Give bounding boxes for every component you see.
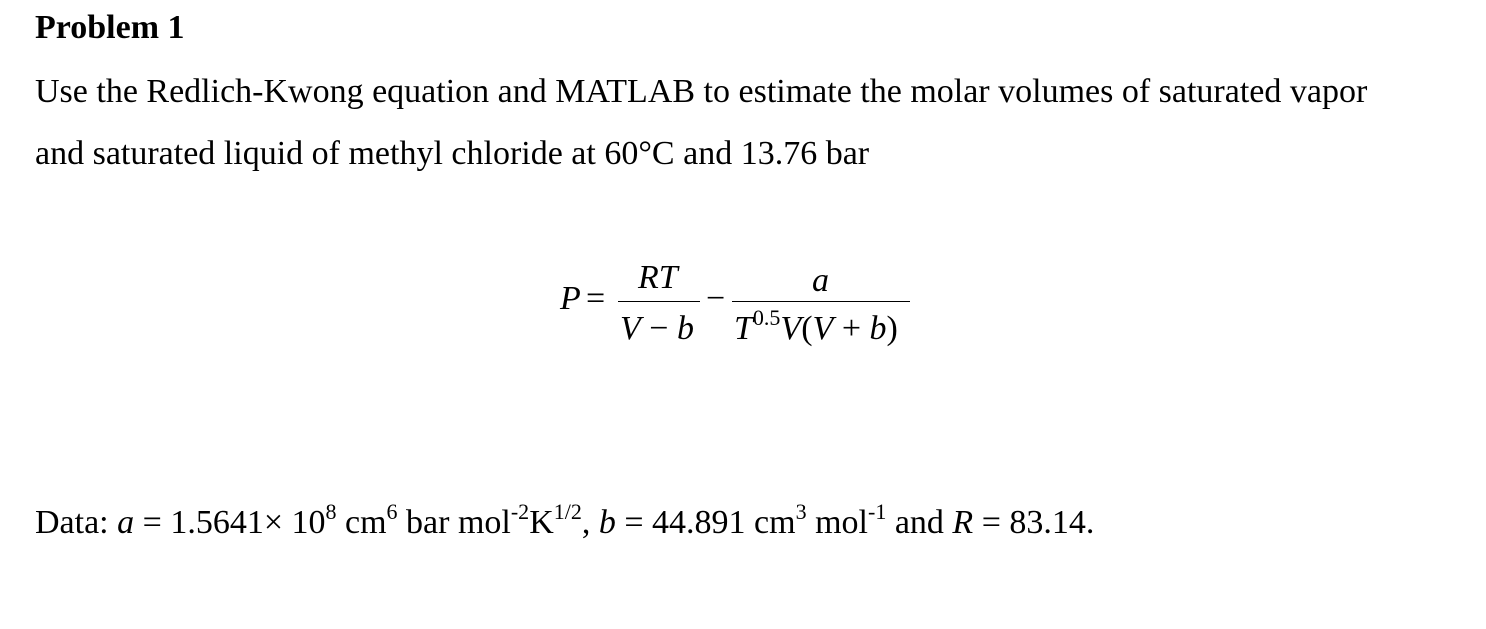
fraction2-numerator: a (812, 262, 829, 299)
equation-lhs-p: P (560, 280, 581, 317)
fraction2-denominator: $T^{0.5}V(V + b)$ (734, 304, 898, 347)
fraction2-bar (732, 301, 910, 302)
problem-statement-line-2: and saturated liquid of methyl chloride at 60°C and 13.76 bar (35, 135, 870, 172)
equation-minus: − (706, 280, 726, 317)
fraction1-bar (618, 301, 700, 302)
problem-statement-line-1: Use the Redlich-Kwong equation and MATLAB to estimate the molar volumes of saturated vapor (35, 73, 1368, 110)
problem-title: Problem 1 (35, 9, 185, 46)
fraction1-denominator: V − b (620, 310, 694, 347)
equation-equals: = (586, 280, 606, 317)
data-line: Data: $a = 1.5641\times 10^8$ $cm^6$ bar $mol^{-2}K^{1/2}$, b = 44.891 $cm^3$ mol$^{-1}$ and R = 83.14. (35, 498, 1095, 541)
fraction1-numerator: RT (638, 259, 678, 296)
